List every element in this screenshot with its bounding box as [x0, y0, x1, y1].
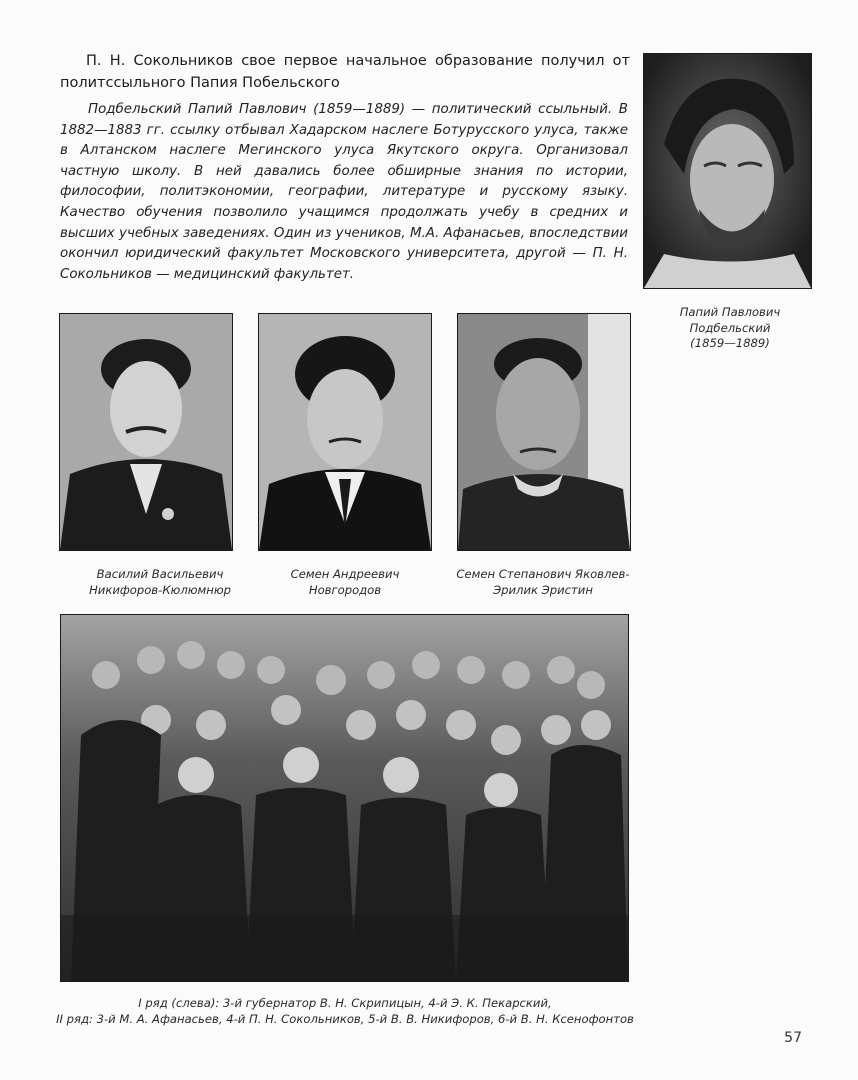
caption-line: (1859—1889)	[690, 336, 770, 350]
portrait-novgorodov	[258, 313, 432, 551]
page-number: 57	[784, 1030, 802, 1046]
caption-nikiforov	[60, 567, 260, 598]
caption-yakovlev	[448, 567, 638, 598]
caption-line: Никифоров-Кюлюмнюр	[89, 582, 231, 597]
caption-line: Василий Васильевич	[96, 567, 224, 581]
caption-line: Эрилик Эристин	[493, 582, 593, 597]
caption-line: Папий Павлович	[679, 305, 781, 319]
portrait-nikiforov	[59, 313, 233, 551]
caption-line: Семен Степанович Яковлев-	[456, 567, 630, 581]
page-heading: П. Н. Сокольников свое первое начальное образование получил от политссыльного Папия Побельского	[60, 53, 630, 91]
caption-group-photo	[40, 996, 650, 1027]
portrait-yakovlev	[457, 313, 631, 551]
caption-podbelsky	[655, 305, 805, 352]
portrait-podbelsky	[643, 53, 812, 289]
caption-line: Семен Андреевич	[290, 567, 400, 581]
caption-novgorodov	[270, 567, 420, 598]
group-photo	[60, 614, 629, 982]
caption-line: Новгородов	[308, 582, 382, 597]
caption-line: I ряд (слева): 3-й губернатор В. Н. Скрипицын, 4-й Э. К. Пекарский,	[138, 996, 552, 1010]
caption-line: II ряд: 3-й М. А. Афанасьев, 4-й П. Н. Сокольников, 5-й В. В. Никифоров, 6-й В. Н. Ксенофонтов	[56, 1011, 634, 1026]
caption-line: Подбельский	[689, 320, 771, 335]
biography-paragraph: Подбельский Папий Павлович (1859—1889) — политический ссыльный. В 1882—1883 гг. ссылку отбывал Хадарском наслеге Ботурусского улуса, также в Алтанском наслеге Мегинского улуса Якутского округа. Организовал частную школу. В ней давались более обширные знания по истории, философии, политэкономии, географии, литературе и русскому языку. Качество обучения позволило учащимся продолжать учебу в средних и высших учебных заведениях. Один из учеников, М.А. Афанасьев, впоследствии окончил юридический факультет Московского университета, другой — П. Н. Сокольников — медицинский факультет.	[60, 102, 628, 282]
